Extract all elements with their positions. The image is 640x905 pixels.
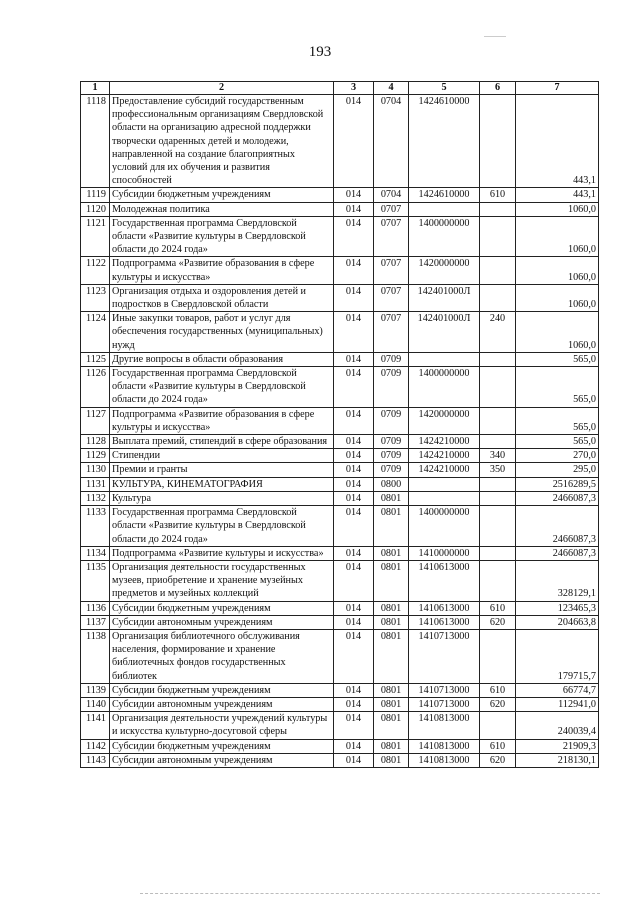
section-code: 0707 xyxy=(374,202,409,216)
table-row xyxy=(81,188,599,202)
department-code: 014 xyxy=(334,546,374,560)
department-code: 014 xyxy=(334,257,374,284)
row-description: Субсидии автономным учреждениям xyxy=(110,615,334,629)
amount: 295,0 xyxy=(516,463,599,477)
department-code: 014 xyxy=(334,697,374,711)
table-body xyxy=(81,95,599,768)
amount: 565,0 xyxy=(516,407,599,434)
department-code: 014 xyxy=(334,407,374,434)
row-description: Организация отдыха и оздоровления детей и подростков в Свердловской области xyxy=(110,284,334,311)
expense-type-code: 350 xyxy=(480,463,516,477)
section-code: 0801 xyxy=(374,697,409,711)
department-code: 014 xyxy=(334,284,374,311)
row-description: Культура xyxy=(110,491,334,505)
budget-table xyxy=(80,81,599,768)
target-article-code: 1410713000 xyxy=(409,629,480,683)
expense-type-code: 240 xyxy=(480,312,516,353)
row-description: Государственная программа Свердловской области «Развитие культуры в Свердловской области до 2024 года» xyxy=(110,216,334,257)
department-code: 014 xyxy=(334,506,374,547)
target-article-code: 1410613000 xyxy=(409,615,480,629)
section-code: 0801 xyxy=(374,629,409,683)
section-code: 0704 xyxy=(374,95,409,188)
section-code: 0707 xyxy=(374,284,409,311)
row-description: Субсидии бюджетным учреждениям xyxy=(110,683,334,697)
target-article-code xyxy=(409,491,480,505)
row-description: Премии и гранты xyxy=(110,463,334,477)
table-row xyxy=(81,367,599,408)
amount: 1060,0 xyxy=(516,312,599,353)
expense-type-code xyxy=(480,407,516,434)
row-number: 1120 xyxy=(81,202,110,216)
row-number: 1129 xyxy=(81,449,110,463)
section-code: 0801 xyxy=(374,615,409,629)
expense-type-code xyxy=(480,257,516,284)
column-header: 4 xyxy=(374,82,409,95)
amount: 1060,0 xyxy=(516,284,599,311)
table-row xyxy=(81,560,599,601)
table-row xyxy=(81,546,599,560)
section-code: 0709 xyxy=(374,367,409,408)
amount: 443,1 xyxy=(516,95,599,188)
section-code: 0709 xyxy=(374,463,409,477)
row-number: 1124 xyxy=(81,312,110,353)
expense-type-code xyxy=(480,367,516,408)
column-header: 6 xyxy=(480,82,516,95)
row-description: Организация деятельности государственных музеев, приобретение и хранение музейных предметов и музейных коллекций xyxy=(110,560,334,601)
target-article-code: 1420000000 xyxy=(409,407,480,434)
row-description: Подпрограмма «Развитие образования в сфере культуры и искусства» xyxy=(110,407,334,434)
row-number: 1118 xyxy=(81,95,110,188)
column-header: 1 xyxy=(81,82,110,95)
target-article-code: 1424210000 xyxy=(409,435,480,449)
table-row xyxy=(81,491,599,505)
expense-type-code xyxy=(480,352,516,366)
section-code: 0801 xyxy=(374,506,409,547)
table-row xyxy=(81,477,599,491)
row-number: 1134 xyxy=(81,546,110,560)
amount: 204663,8 xyxy=(516,615,599,629)
table-row xyxy=(81,216,599,257)
target-article-code: 1400000000 xyxy=(409,367,480,408)
expense-type-code xyxy=(480,95,516,188)
department-code: 014 xyxy=(334,491,374,505)
amount: 1060,0 xyxy=(516,216,599,257)
target-article-code: 1424610000 xyxy=(409,95,480,188)
amount: 565,0 xyxy=(516,367,599,408)
expense-type-code xyxy=(480,284,516,311)
row-number: 1131 xyxy=(81,477,110,491)
table-row xyxy=(81,202,599,216)
row-number: 1140 xyxy=(81,697,110,711)
department-code: 014 xyxy=(334,202,374,216)
expense-type-code: 340 xyxy=(480,449,516,463)
row-description: Субсидии бюджетным учреждениям xyxy=(110,739,334,753)
expense-type-code xyxy=(480,712,516,739)
target-article-code xyxy=(409,477,480,491)
row-description: Субсидии автономным учреждениям xyxy=(110,753,334,767)
amount: 2466087,3 xyxy=(516,546,599,560)
row-number: 1127 xyxy=(81,407,110,434)
table-row xyxy=(81,312,599,353)
column-header: 5 xyxy=(409,82,480,95)
target-article-code: 1410813000 xyxy=(409,753,480,767)
table-row xyxy=(81,95,599,188)
table-row xyxy=(81,629,599,683)
expense-type-code: 620 xyxy=(480,753,516,767)
target-article-code: 1410813000 xyxy=(409,712,480,739)
amount: 112941,0 xyxy=(516,697,599,711)
amount: 179715,7 xyxy=(516,629,599,683)
amount: 2466087,3 xyxy=(516,491,599,505)
amount: 270,0 xyxy=(516,449,599,463)
table-row xyxy=(81,506,599,547)
row-number: 1130 xyxy=(81,463,110,477)
page-number: 193 xyxy=(308,44,332,60)
expense-type-code xyxy=(480,629,516,683)
row-number: 1133 xyxy=(81,506,110,547)
table-row xyxy=(81,739,599,753)
target-article-code: 1410713000 xyxy=(409,697,480,711)
section-code: 0709 xyxy=(374,407,409,434)
section-code: 0709 xyxy=(374,352,409,366)
table-row xyxy=(81,352,599,366)
row-description: Субсидии бюджетным учреждениям xyxy=(110,188,334,202)
section-code: 0709 xyxy=(374,449,409,463)
target-article-code: 1424610000 xyxy=(409,188,480,202)
scan-edge-line xyxy=(140,893,600,894)
department-code: 014 xyxy=(334,449,374,463)
table-row xyxy=(81,601,599,615)
row-description: Государственная программа Свердловской области «Развитие культуры в Свердловской области до 2024 года» xyxy=(110,506,334,547)
section-code: 0801 xyxy=(374,601,409,615)
section-code: 0707 xyxy=(374,312,409,353)
amount: 328129,1 xyxy=(516,560,599,601)
row-number: 1125 xyxy=(81,352,110,366)
target-article-code: 142401000Л xyxy=(409,312,480,353)
target-article-code: 1410613000 xyxy=(409,601,480,615)
row-description: Государственная программа Свердловской области «Развитие культуры в Свердловской области до 2024 года» xyxy=(110,367,334,408)
department-code: 014 xyxy=(334,560,374,601)
table-row xyxy=(81,697,599,711)
amount: 218130,1 xyxy=(516,753,599,767)
row-description: Молодежная политика xyxy=(110,202,334,216)
row-number: 1126 xyxy=(81,367,110,408)
target-article-code: 1424210000 xyxy=(409,449,480,463)
row-number: 1128 xyxy=(81,435,110,449)
section-code: 0709 xyxy=(374,435,409,449)
target-article-code: 1410000000 xyxy=(409,546,480,560)
row-description: Подпрограмма «Развитие образования в сфере культуры и искусства» xyxy=(110,257,334,284)
table-row xyxy=(81,407,599,434)
row-number: 1119 xyxy=(81,188,110,202)
row-number: 1137 xyxy=(81,615,110,629)
expense-type-code xyxy=(480,546,516,560)
expense-type-code: 610 xyxy=(480,188,516,202)
target-article-code: 1400000000 xyxy=(409,506,480,547)
expense-type-code: 610 xyxy=(480,683,516,697)
expense-type-code xyxy=(480,477,516,491)
row-number: 1122 xyxy=(81,257,110,284)
row-description: Предоставление субсидий государственным профессиональным организациям Свердловской области на организацию адресной поддержки творчески одаренных детей и молодежи, направленной на создание благоприятных условий для их обучения и развития способностей xyxy=(110,95,334,188)
row-number: 1123 xyxy=(81,284,110,311)
expense-type-code: 620 xyxy=(480,615,516,629)
department-code: 014 xyxy=(334,739,374,753)
row-number: 1136 xyxy=(81,601,110,615)
amount: 1060,0 xyxy=(516,257,599,284)
expense-type-code xyxy=(480,491,516,505)
department-code: 014 xyxy=(334,312,374,353)
table-row xyxy=(81,449,599,463)
row-number: 1142 xyxy=(81,739,110,753)
amount: 66774,7 xyxy=(516,683,599,697)
table-row xyxy=(81,284,599,311)
table-row xyxy=(81,753,599,767)
department-code: 014 xyxy=(334,601,374,615)
expense-type-code xyxy=(480,560,516,601)
department-code: 014 xyxy=(334,615,374,629)
department-code: 014 xyxy=(334,463,374,477)
table-header-row xyxy=(81,82,599,95)
row-description: КУЛЬТУРА, КИНЕМАТОГРАФИЯ xyxy=(110,477,334,491)
target-article-code xyxy=(409,352,480,366)
expense-type-code xyxy=(480,216,516,257)
row-description: Субсидии автономным учреждениям xyxy=(110,697,334,711)
row-number: 1121 xyxy=(81,216,110,257)
department-code: 014 xyxy=(334,712,374,739)
row-number: 1135 xyxy=(81,560,110,601)
amount: 123465,3 xyxy=(516,601,599,615)
section-code: 0801 xyxy=(374,560,409,601)
row-description: Иные закупки товаров, работ и услуг для обеспечения государственных (муниципальных) нужд xyxy=(110,312,334,353)
target-article-code: 1424210000 xyxy=(409,463,480,477)
section-code: 0800 xyxy=(374,477,409,491)
department-code: 014 xyxy=(334,753,374,767)
target-article-code: 1400000000 xyxy=(409,216,480,257)
target-article-code: 1410813000 xyxy=(409,739,480,753)
department-code: 014 xyxy=(334,95,374,188)
target-article-code xyxy=(409,202,480,216)
department-code: 014 xyxy=(334,216,374,257)
row-number: 1138 xyxy=(81,629,110,683)
row-description: Подпрограмма «Развитие культуры и искусства» xyxy=(110,546,334,560)
section-code: 0801 xyxy=(374,491,409,505)
row-description: Выплата премий, стипендий в сфере образования xyxy=(110,435,334,449)
section-code: 0704 xyxy=(374,188,409,202)
table-row xyxy=(81,463,599,477)
department-code: 014 xyxy=(334,629,374,683)
amount: 2516289,5 xyxy=(516,477,599,491)
row-description: Организация библиотечного обслуживания населения, формирование и хранение библиотечных фондов государственных библиотек xyxy=(110,629,334,683)
target-article-code: 1410613000 xyxy=(409,560,480,601)
amount: 443,1 xyxy=(516,188,599,202)
section-code: 0707 xyxy=(374,257,409,284)
target-article-code: 142401000Л xyxy=(409,284,480,311)
amount: 21909,3 xyxy=(516,739,599,753)
column-header: 7 xyxy=(516,82,599,95)
section-code: 0801 xyxy=(374,753,409,767)
department-code: 014 xyxy=(334,367,374,408)
expense-type-code: 620 xyxy=(480,697,516,711)
table-row xyxy=(81,683,599,697)
amount: 565,0 xyxy=(516,435,599,449)
target-article-code: 1410713000 xyxy=(409,683,480,697)
expense-type-code xyxy=(480,202,516,216)
department-code: 014 xyxy=(334,188,374,202)
column-header: 3 xyxy=(334,82,374,95)
section-code: 0707 xyxy=(374,216,409,257)
column-header: 2 xyxy=(110,82,334,95)
section-code: 0801 xyxy=(374,712,409,739)
table-row xyxy=(81,435,599,449)
row-description: Другие вопросы в области образования xyxy=(110,352,334,366)
target-article-code: 1420000000 xyxy=(409,257,480,284)
amount: 2466087,3 xyxy=(516,506,599,547)
row-number: 1141 xyxy=(81,712,110,739)
section-code: 0801 xyxy=(374,546,409,560)
table-row xyxy=(81,615,599,629)
row-number: 1143 xyxy=(81,753,110,767)
row-description: Стипендии xyxy=(110,449,334,463)
row-description: Субсидии бюджетным учреждениям xyxy=(110,601,334,615)
expense-type-code xyxy=(480,435,516,449)
table-row xyxy=(81,712,599,739)
table-row xyxy=(81,257,599,284)
expense-type-code: 610 xyxy=(480,601,516,615)
section-code: 0801 xyxy=(374,739,409,753)
row-number: 1139 xyxy=(81,683,110,697)
department-code: 014 xyxy=(334,435,374,449)
amount: 1060,0 xyxy=(516,202,599,216)
department-code: 014 xyxy=(334,352,374,366)
expense-type-code xyxy=(480,506,516,547)
amount: 240039,4 xyxy=(516,712,599,739)
section-code: 0801 xyxy=(374,683,409,697)
department-code: 014 xyxy=(334,683,374,697)
row-description: Организация деятельности учреждений культуры и искусства культурно-досуговой сферы xyxy=(110,712,334,739)
department-code: 014 xyxy=(334,477,374,491)
row-number: 1132 xyxy=(81,491,110,505)
expense-type-code: 610 xyxy=(480,739,516,753)
scan-mark xyxy=(484,36,506,37)
amount: 565,0 xyxy=(516,352,599,366)
